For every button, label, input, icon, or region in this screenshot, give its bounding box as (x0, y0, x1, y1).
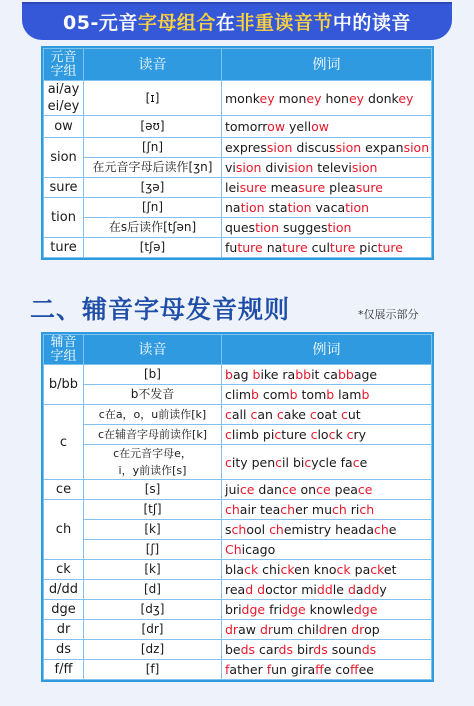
table-row (44, 81, 432, 116)
sound-cell: 在s后读作[tʃən] (84, 218, 222, 238)
table-row (44, 445, 432, 480)
header-group-line2: 字组 (50, 63, 77, 79)
letter-cell: f/ff (44, 660, 84, 680)
letter-cell: d/dd (44, 580, 84, 600)
table-row (44, 116, 432, 138)
sound-cell: [ʃ] (84, 540, 222, 560)
letter-cell: dge (44, 600, 84, 620)
sound-cell: [s] (84, 480, 222, 500)
header-group-line1: 元音 (50, 49, 77, 65)
sound-cell: [dr] (84, 620, 222, 640)
example-words-cell: expression discussion expansion (222, 138, 432, 158)
header-words: 例词 (222, 49, 432, 81)
sound-cell: [ɪ] (84, 81, 222, 116)
table-row (44, 218, 432, 238)
letter-cell: b/bb (44, 365, 84, 405)
sound-cell: [əʊ] (84, 116, 222, 138)
vowel-combination-table (41, 46, 434, 260)
table-row (44, 425, 432, 445)
example-words-cell: climb comb tomb lamb (222, 385, 432, 405)
sound-cell: [b] (84, 365, 222, 385)
example-words-cell: climb picture clock cry (222, 425, 432, 445)
letter-cell: ds (44, 640, 84, 660)
example-words-cell: juice dance once peace (222, 480, 432, 500)
letter-cell: dr (44, 620, 84, 640)
sound-cell: c在元音字母e， i，y前读作[s] (84, 445, 222, 480)
banner-part-4: 非重读音节 (235, 11, 333, 34)
example-words-cell: bag bike rabbit cabbage (222, 365, 432, 385)
sound-cell: [ʃn] (84, 198, 222, 218)
sound-cell: [k] (84, 520, 222, 540)
table-row (44, 198, 432, 218)
sound-cell: [dz] (84, 640, 222, 660)
table-row (44, 238, 432, 258)
table-row (44, 520, 432, 540)
letter-cell: ow (44, 116, 84, 138)
table-row (44, 405, 432, 425)
table-row (44, 540, 432, 560)
header-group-line1: 辅音 (50, 334, 77, 350)
header-sound: 读音 (84, 49, 222, 81)
consonant-rule-table (41, 332, 434, 682)
table-row (44, 660, 432, 680)
example-words-cell: Chicago (222, 540, 432, 560)
sound-cell: [dʒ] (84, 600, 222, 620)
table-row (44, 365, 432, 385)
example-words-cell: leisure measure pleasure (222, 178, 432, 198)
section-note: *仅展示部分 (358, 308, 419, 321)
banner-part-2: 字母组合 (137, 11, 216, 34)
sound-cell: 在元音字母后读作[ʒn] (84, 158, 222, 178)
letter-cell: ch (44, 500, 84, 560)
table-row (44, 620, 432, 640)
table-header-row (44, 335, 432, 365)
header-sound: 读音 (84, 335, 222, 365)
table-header-row (44, 49, 432, 81)
example-words-cell: beds cards birds sounds (222, 640, 432, 660)
example-words-cell: read doctor middle daddy (222, 580, 432, 600)
table-row (44, 158, 432, 178)
sound-cell: [f] (84, 660, 222, 680)
table-row (44, 480, 432, 500)
sound-cell: [k] (84, 560, 222, 580)
letter-cell: ture (44, 238, 84, 258)
example-words-cell: city pencil bicycle face (222, 445, 432, 480)
example-words-cell: nation station vacation (222, 198, 432, 218)
table-row (44, 600, 432, 620)
sound-cell: b不发音 (84, 385, 222, 405)
table-row (44, 385, 432, 405)
table-row (44, 640, 432, 660)
table-row (44, 500, 432, 520)
header-group (44, 49, 84, 81)
example-words-cell: call can cake coat cut (222, 405, 432, 425)
header-group-line2: 字组 (50, 348, 77, 364)
example-words-cell: future nature culture picture (222, 238, 432, 258)
sound-cell: [tʃ] (84, 500, 222, 520)
sound-cell: [ʒə] (84, 178, 222, 198)
banner-part-1: 05-元音 (63, 11, 138, 34)
example-words-cell: draw drum children drop (222, 620, 432, 640)
header-words: 例词 (222, 335, 432, 365)
letter-cell: ai/ay ei/ey (44, 81, 84, 116)
table-row (44, 560, 432, 580)
letter-cell: sion (44, 138, 84, 178)
letter-cell: ce (44, 480, 84, 500)
sound-cell: [d] (84, 580, 222, 600)
example-words-cell: tomorrow yellow (222, 116, 432, 138)
example-words-cell: bridge fridge knowledge (222, 600, 432, 620)
banner-part-3: 在 (215, 11, 236, 34)
page-banner (22, 2, 452, 40)
sound-cell: c在辅音字母前读作[k] (84, 425, 222, 445)
sound-cell: [ʃn] (84, 138, 222, 158)
table-row (44, 138, 432, 158)
letter-cell: tion (44, 198, 84, 238)
example-words-cell: monkey money honey donkey (222, 81, 432, 116)
example-words-cell: question suggestion (222, 218, 432, 238)
example-words-cell: vision division television (222, 158, 432, 178)
banner-part-5: 中的读音 (332, 11, 411, 34)
example-words-cell: school chemistry headache (222, 520, 432, 540)
table-row (44, 178, 432, 198)
header-group (44, 335, 84, 365)
sound-cell: [tʃə] (84, 238, 222, 258)
section-title: 二、辅音字母发音规则 (30, 295, 291, 324)
table-row (44, 580, 432, 600)
letter-cell: ck (44, 560, 84, 580)
example-words-cell: black chicken knock packet (222, 560, 432, 580)
letter-cell: sure (44, 178, 84, 198)
letter-cell: c (44, 405, 84, 480)
sound-cell: c在a，o，u前读作[k] (84, 405, 222, 425)
example-words-cell: chair teacher much rich (222, 500, 432, 520)
example-words-cell: father fun giraffe coffee (222, 660, 432, 680)
